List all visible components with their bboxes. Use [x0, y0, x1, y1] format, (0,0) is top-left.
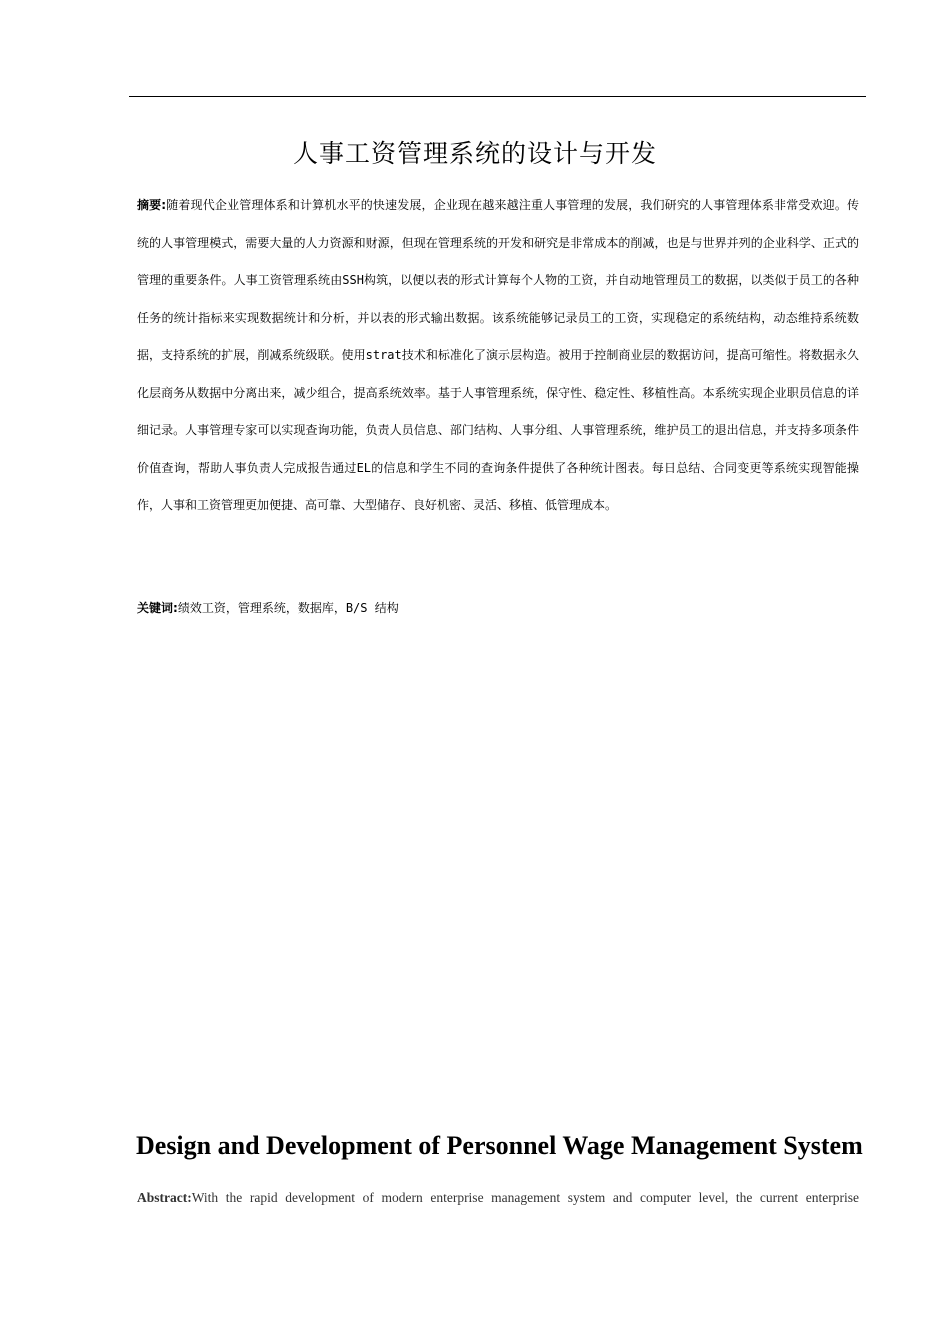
chinese-abstract-text: 随着现代企业管理体系和计算机水平的快速发展，企业现在越来越注重人事管理的发展，我们研究的人事管理体系非常受欢迎。传统的人事管理模式，需要大量的人力资源和财源，但现在管理系统的开发和研究是非常成本的削减，也是与世界并列的企业科学、正式的管理的重要条件。人事工资管理系统由SSH构筑，以便以表的形式计算每个人物的工资，并自动地管理员工的数据，以类似于员工的各种任务的统计指标来实现数据统计和分析，并以表的形式输出数据。该系统能够记录员工的工资，实现稳定的系统结构，动态维持系统数据，支持系统的扩展，削减系统级联。使用strat技术和标准化了演示层构造。被用于控制商业层的数据访问，提高可缩性。将数据永久化层商务从数据中分离出来，减少组合，提高系统效率。基于人事管理系统，保守性、稳定性、移植性高。本系统实现企业职员信息的详细记录。人事管理专家可以实现查询功能，负责人员信息、部门结构、人事分组、人事管理系统，维护员工的退出信息，并支持多项条件价值查询，帮助人事负责人完成报告通过EL的信息和学生不同的查询条件提供了各种统计图表。每日总结、合同变更等系统实现智能操作，人事和工资管理更加便捷、高可靠、大型储存、良好机密、灵活、移植、低管理成本。 [137, 198, 859, 512]
chinese-abstract [137, 187, 859, 525]
english-abstract-label: Abstract: [137, 1190, 192, 1205]
chinese-keywords-label: 关键词: [137, 601, 178, 615]
english-title: Design and Development of Personnel Wage Management System [136, 1131, 863, 1160]
chinese-title: 人事工资管理系统的设计与开发 [292, 139, 657, 168]
header-rule [129, 96, 866, 97]
chinese-keywords [137, 598, 859, 618]
english-abstract-text: With the rapid development of modern enterprise management system and computer level, the current enterprise [191, 1190, 859, 1205]
chinese-keywords-text: 绩效工资，管理系统，数据库，B/S 结构 [177, 601, 399, 615]
english-abstract [137, 1190, 859, 1206]
chinese-abstract-label: 摘要: [137, 198, 167, 212]
